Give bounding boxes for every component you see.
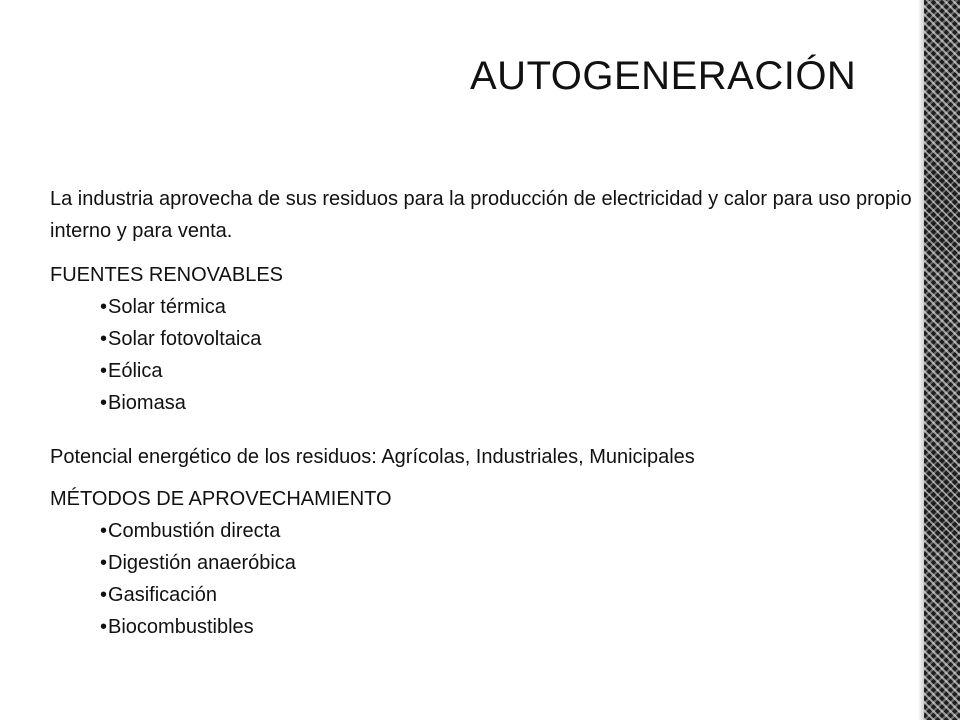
list-item-label: Solar fotovoltaica bbox=[108, 328, 262, 350]
list-item-label: Gasificación bbox=[108, 584, 217, 606]
bullet-marker: • bbox=[100, 328, 108, 350]
list-item-label: Combustión directa bbox=[108, 520, 281, 542]
bullet-marker: • bbox=[100, 616, 108, 638]
bullet-marker: • bbox=[100, 520, 108, 542]
slide-title: AUTOGENERACIÓN bbox=[470, 54, 857, 98]
slide-body bbox=[50, 183, 925, 643]
bullet-marker: • bbox=[100, 552, 108, 574]
potential-paragraph: Potencial energético de los residuos: Agrícolas, Industriales, Municipales bbox=[50, 446, 695, 468]
methods-heading: MÉTODOS DE APROVECHAMIENTO bbox=[50, 488, 392, 510]
bullet-marker: • bbox=[100, 392, 108, 414]
list-item bbox=[100, 611, 925, 643]
list-item bbox=[100, 579, 925, 611]
list-item bbox=[100, 547, 925, 579]
list-item bbox=[100, 323, 925, 355]
list-item-label: Biocombustibles bbox=[108, 616, 254, 638]
bullet-marker: • bbox=[100, 584, 108, 606]
list-item-label: Solar térmica bbox=[108, 296, 226, 318]
decorative-stripe bbox=[924, 0, 960, 720]
renewables-list bbox=[50, 291, 925, 419]
bullet-marker: • bbox=[100, 360, 108, 382]
list-item bbox=[100, 515, 925, 547]
list-item-label: Digestión anaeróbica bbox=[108, 552, 296, 574]
methods-list bbox=[50, 515, 925, 643]
list-item-label: Biomasa bbox=[108, 392, 186, 414]
renewables-heading: FUENTES RENOVABLES bbox=[50, 264, 284, 286]
list-item bbox=[100, 291, 925, 323]
intro-paragraph: La industria aprovecha de sus residuos para la producción de electricidad y calor para uso propio interno y para venta. bbox=[50, 188, 912, 242]
list-item bbox=[100, 387, 925, 419]
list-item-label: Eólica bbox=[108, 360, 163, 382]
bullet-marker: • bbox=[100, 296, 108, 318]
list-item bbox=[100, 355, 925, 387]
